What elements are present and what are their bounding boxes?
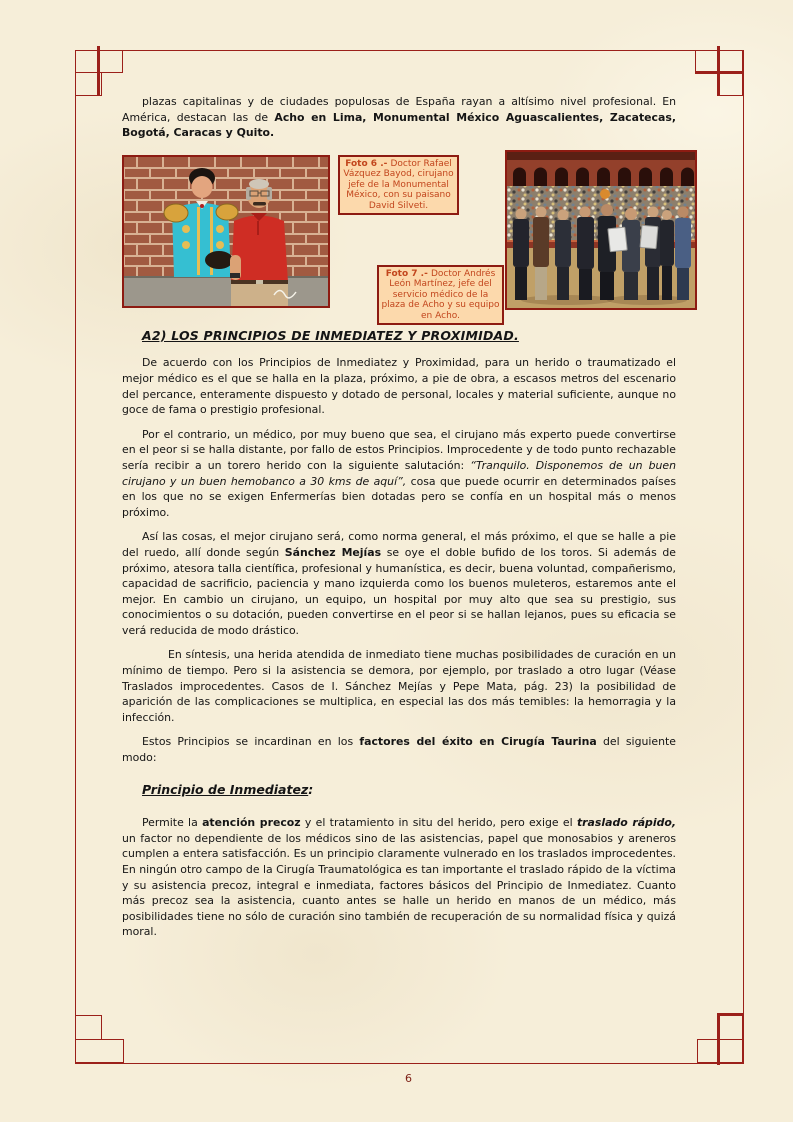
paragraph-text: Permite la [142,816,203,830]
paragraph-text: y el tratamiento in situ del herido, pero exige el [300,816,577,830]
photo-caption-foto-6 [338,155,459,216]
caption-6-number: Foto 6 .- [345,158,391,169]
bold-atencion-precoz: atención precoz [202,816,301,830]
paragraph-text: del siguiente modo: [122,735,676,765]
matador-doctor-illustration [124,157,328,306]
page-content [122,94,676,949]
photo-caption-foto-7 [377,265,504,326]
heading-text: Principio de Inmediatez [142,781,309,797]
caption-6-text: Doctor Rafael Vázquez Bayod, cirujano jefe de la Monumental México, con su paisano David Silveti. [343,158,454,211]
paragraph-text: De acuerdo con los Principios de Inmediatez y Proximidad, para un herido o traumatizado el mejor médico es el que se halla en la plaza, próximo, a pie de obra, a escasos metros del escenario del percance, enteramente dispuesto y dotado de personal, locales y material suficiente, aunque no goce de fama o prestigio profesional. [122,356,676,417]
photo-bullring-ceremony [505,150,697,310]
paragraph-permite [122,815,676,940]
intro-bold-plazas-list: Acho en Lima, Monumental México Aguascalientes, Zacatecas, Bogotá, Caracas y Quito. [122,110,676,140]
caption-7-text: Doctor Andrés León Martínez, jefe del servicio médico de la plaza de Acho y su equipo en Acho. [381,268,500,321]
heading-principio-inmediatez [142,782,676,798]
caption-7-number: Foto 7 .- [385,268,431,279]
photo-matador-and-doctor [122,155,330,308]
section-heading-text: A2) LOS PRINCIPIOS DE INMEDIATEZ Y PROXIMIDAD. [142,327,519,343]
paragraph-text: Estos Principios se incardinan en los [142,735,360,749]
bullring-illustration [507,152,695,308]
page-number: 6 [405,1072,412,1085]
paragraph-text: Por el contrario, un médico, por muy bueno que sea, el cirujano más experto puede convertirse en el peor si se halla distante, por fallo de estos Principios. Improcedente y de todo punto rechazable sería recibir a un torero herido con la siguiente salutación: [122,427,676,472]
paragraph-en-sintesis [122,647,676,725]
section-heading-a2 [142,328,676,344]
paragraph-asi-las-cosas [122,529,676,638]
paragraph-por-el-contrario [122,427,676,521]
heading-colon: : [308,781,314,797]
paragraph-text: un factor no dependiente de los médicos sino de las asistencias, papel que monosabios y areneros cumplen a entera satisfacción. Es un principio claramente vulnerado en los traslados improcedentes. En ningún otro campo de la Cirugía Traumatológica es tan importante el traslado rápido de la víctima y su asistencia precoz, integral e inmediata, factores básicos del Principio de Inmediatez. Cuanto más precoz sea la asistencia, cuanto antes se halle un herido en manos de un médico, más posibilidades tiene no sólo de curación sino también de recuperación de su normalidad física y quizá moral. [122,831,676,939]
bold-traslado-rapido: traslado rápido, [576,816,677,830]
quote-tranquilo: “Tranquilo. Disponemos de un buen cirujano y un buen hemobanco a 30 kms de aquí”, [122,458,676,488]
paragraph-de-acuerdo [122,355,676,417]
paragraph-text: cosa que puede ocurrir en determinados países en los que no se exigen Enfermerías bien dotadas pero se confía en un hospital más o menos próximo. [122,474,676,519]
paragraph-text: En síntesis, una herida atendida de inmediato tiene muchas posibilidades de curación en un mínimo de tiempo. Pero si la asistencia se demora, por ejemplo, por traslado a otro lugar (Véase Traslados improcedentes. Casos de I. Sánchez Mejías y Pepe Mata, pág. 23) la posibilidad de aparición de las complicaciones se multiplica, en especial las dos más temibles: la hemorragia y la infección. [122,648,676,724]
bold-factores-exito: factores del éxito en Cirugía Taurina [359,735,597,749]
paragraph-estos-principios [122,734,676,765]
photo-row [122,150,676,321]
paragraph-text: se oye el doble bufido de los toros. Si además de próximo, atesora talla científica, profesional y humanística, es decir, buena voluntad, compañerismo, capacidad de sacrificio, paciencia y mano izquierda como los buenos muleteros, estaremos ante el mejor. En cambio un cirujano, un equipo, un hospital por muy alto que sea su prestigio, sus conocimientos o su dotación, pueden convertirse en el peor si se hallan lejanos, pues su eficacia se verá reducida de modo drástico. [122,545,676,637]
intro-paragraph [122,94,676,141]
paragraph-text: Así las cosas, el mejor cirujano será, como norma general, el más próximo, el que se halle a pie del ruedo, allí donde según [122,530,676,559]
bold-sanchez-mejias: Sánchez Mejías [284,545,382,559]
intro-text: plazas capitalinas y de ciudades populosas de España rayan a altísimo nivel profesional. En América, destacan las de [122,95,676,124]
